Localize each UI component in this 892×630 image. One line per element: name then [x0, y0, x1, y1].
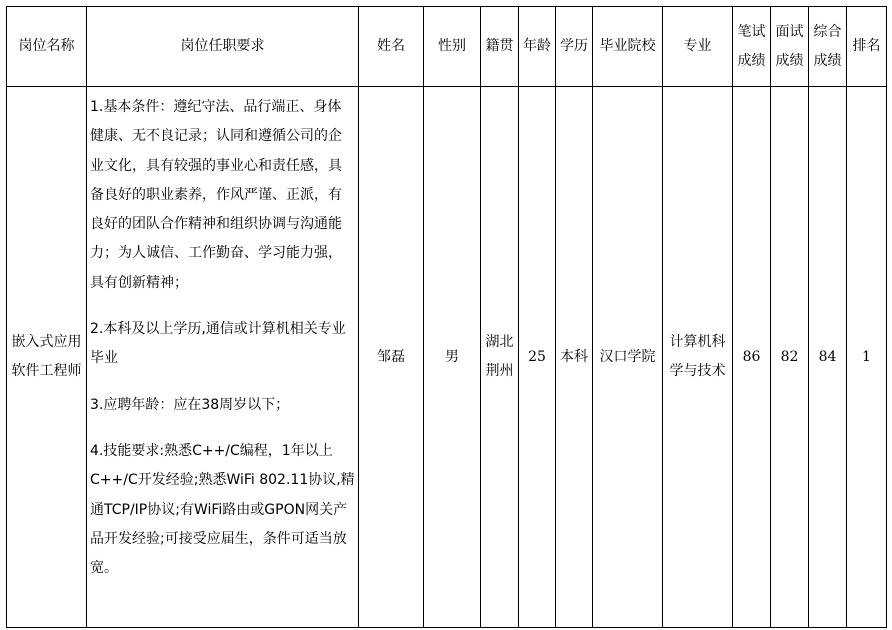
requirement-item-3: 3.应聘年龄：应在38周岁以下； — [90, 396, 290, 413]
header-written-score-line-2: 成绩 — [737, 52, 766, 69]
header-interview-score — [771, 7, 809, 87]
header-written-score — [733, 7, 771, 87]
major-line-1: 计算机科 — [669, 334, 726, 350]
hometown-line-1: 湖北 — [485, 334, 514, 350]
header-written-score-line-1: 笔试 — [737, 23, 766, 40]
header-education: 学历 — [556, 7, 593, 87]
header-school: 毕业院校 — [593, 7, 663, 87]
header-gender: 性别 — [424, 7, 481, 87]
header-position-name: 岗位名称 — [7, 7, 87, 87]
results-table — [6, 6, 887, 628]
header-total-score — [809, 7, 847, 87]
header-total-score-line-2: 成绩 — [813, 52, 842, 69]
header-name: 姓名 — [359, 7, 424, 87]
header-interview-score-line-1: 面试 — [775, 23, 804, 40]
requirement-item-4: 4.技能要求:熟悉C++/C编程，1年以上C++/C开发经验;熟悉WiFi 802.11协议,精通TCP/IP协议;有WiFi路由或GPON网关产品开发经验;可接受应届生，条件可适当放宽。 — [90, 442, 355, 577]
hometown-line-2: 荆州 — [485, 363, 514, 379]
major-line-2: 学与技术 — [669, 363, 726, 379]
requirement-item-1: 1.基本条件：遵纪守法、品行端正、身体健康、无不良记录；认同和遵循公司的企业文化，具有较强的事业心和责任感，具备良好的职业素养，作风严谨、正派，有良好的团队合作精神和组织协调与沟通能力；为人诚信、工作勤奋、学习能力强，具有创新精神； — [90, 99, 342, 291]
requirement-item-2: 2.本科及以上学历,通信或计算机相关专业毕业 — [90, 321, 346, 367]
header-hometown: 籍贯 — [481, 7, 519, 87]
cell-age: 25 — [519, 87, 556, 628]
cell-name: 邹磊 — [359, 87, 424, 628]
cell-rank: 1 — [847, 87, 887, 628]
header-requirements: 岗位任职要求 — [87, 7, 359, 87]
cell-interview-score: 82 — [771, 87, 809, 628]
header-interview-score-line-2: 成绩 — [775, 52, 804, 69]
cell-position-name — [7, 87, 87, 628]
cell-hometown — [481, 87, 519, 628]
cell-major — [663, 87, 733, 628]
header-rank: 排名 — [847, 7, 887, 87]
header-major: 专业 — [663, 7, 733, 87]
cell-written-score: 86 — [733, 87, 771, 628]
table-row — [7, 87, 887, 628]
position-name-line-2: 软件工程师 — [11, 363, 82, 379]
position-name-line-1: 嵌入式应用 — [11, 334, 82, 350]
cell-gender: 男 — [424, 87, 481, 628]
cell-education: 本科 — [556, 87, 593, 628]
header-row — [7, 7, 887, 87]
header-age: 年龄 — [519, 7, 556, 87]
header-total-score-line-1: 综合 — [813, 23, 842, 40]
cell-school: 汉口学院 — [593, 87, 663, 628]
cell-total-score: 84 — [809, 87, 847, 628]
cell-requirements — [87, 87, 359, 628]
